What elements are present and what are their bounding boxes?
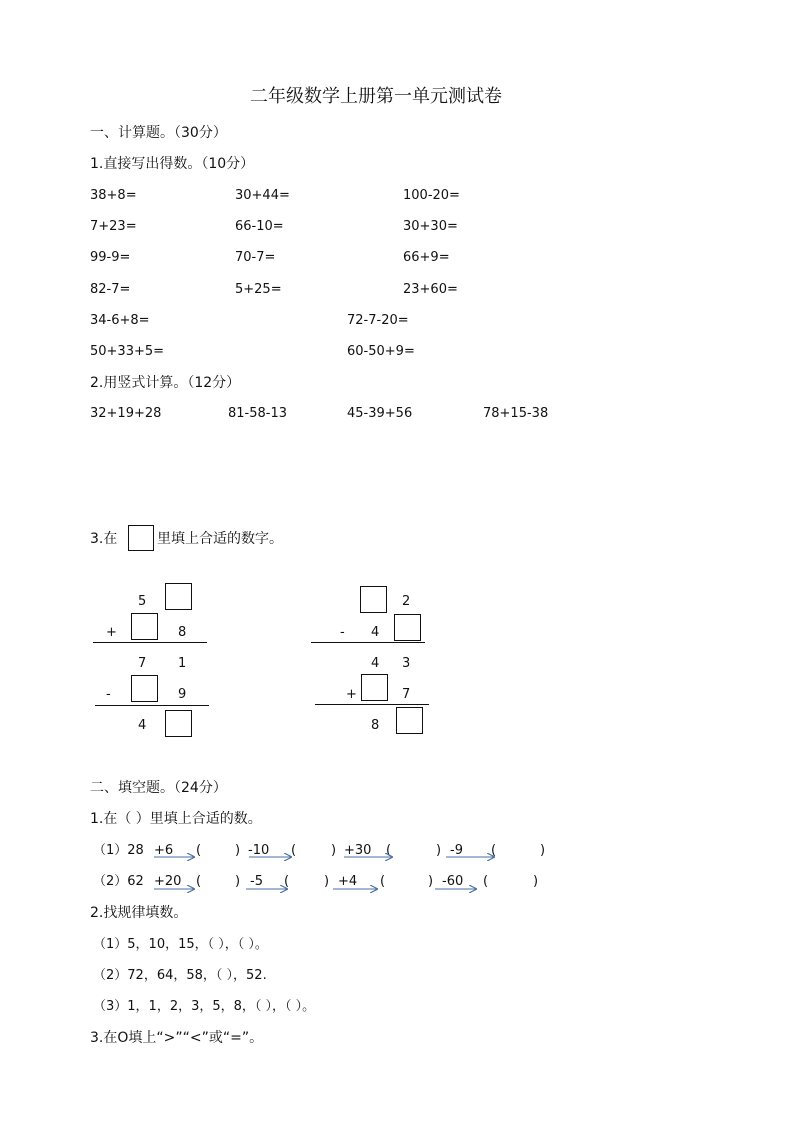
blank-open: ( <box>196 874 202 889</box>
blank-close: ) <box>540 843 546 858</box>
blank-close: ) <box>428 874 434 889</box>
calc-item: 100-20= <box>403 188 460 203</box>
q3-heading-suffix: 里填上合适的数字。 <box>157 531 283 547</box>
blank-close: ) <box>331 843 337 858</box>
blank-open: ( <box>291 843 297 858</box>
q1-heading: 1.直接写出得数。（10分） <box>90 156 255 172</box>
digit: 8 <box>371 718 380 733</box>
calc-item: 38+8= <box>90 188 137 203</box>
calc-item: 66-10= <box>235 219 284 234</box>
minus-sign: - <box>340 625 345 640</box>
chain-op: +20 <box>154 874 182 889</box>
pattern-item: （3）1，1，2，3，5，8，（ ），（ ）。 <box>93 999 316 1014</box>
calc-item: 30+44= <box>235 188 290 203</box>
chain-op: +4 <box>338 874 358 889</box>
digit: 5 <box>138 594 147 609</box>
blank-open: ( <box>491 843 497 858</box>
blank-close: ) <box>533 874 539 889</box>
calc-item: 72-7-20= <box>347 313 409 328</box>
pattern-item: （2）72，64，58，（ ），52. <box>93 968 267 983</box>
chain-op: -5 <box>250 874 263 889</box>
vertical-calc-item: 78+15-38 <box>483 406 549 421</box>
digit: 1 <box>178 656 187 671</box>
digit: 9 <box>178 687 187 702</box>
blank-close: ) <box>436 843 442 858</box>
blank-close: ) <box>324 874 330 889</box>
calc-item: 5+25= <box>235 282 282 297</box>
digit: 4 <box>138 718 147 733</box>
chain-op: +6 <box>154 843 174 858</box>
calc-item: 60-50+9= <box>347 344 415 359</box>
chain-label: （2）62 <box>93 874 144 889</box>
chain-op: -9 <box>450 843 463 858</box>
calc-item: 23+60= <box>403 282 458 297</box>
vertical-calc-item: 45-39+56 <box>347 406 413 421</box>
calc-item: 82-7= <box>90 282 131 297</box>
calc-item: 66+9= <box>403 250 450 265</box>
blank-close: ) <box>235 874 241 889</box>
blank-open: ( <box>386 843 392 858</box>
chain-op: -10 <box>248 843 270 858</box>
section-1-heading: 一、计算题。（30分） <box>90 125 227 141</box>
vertical-calc-item: 81-58-13 <box>228 406 288 421</box>
section-2-heading: 二、填空题。（24分） <box>90 780 227 796</box>
blank-open: ( <box>284 874 290 889</box>
s2-q1-heading: 1.在（ ）里填上合适的数。 <box>90 811 262 827</box>
blank-open: ( <box>380 874 386 889</box>
digit: 8 <box>178 625 187 640</box>
plus-sign: + <box>106 625 117 640</box>
q2-heading: 2.用竖式计算。（12分） <box>90 375 241 391</box>
chain-op: +30 <box>344 843 372 858</box>
blank-open: ( <box>483 874 489 889</box>
page-title: 二年级数学上册第一单元测试卷 <box>250 86 502 107</box>
calc-item: 7+23= <box>90 219 137 234</box>
digit: 3 <box>402 656 411 671</box>
calc-item: 99-9= <box>90 250 131 265</box>
digit: 7 <box>402 687 411 702</box>
pattern-item: （1）5，10，15，（ ），（ ）。 <box>93 937 268 952</box>
plus-sign: + <box>346 687 357 702</box>
vertical-calc-item: 32+19+28 <box>90 406 162 421</box>
calc-item: 34-6+8= <box>90 313 150 328</box>
calc-item: 30+30= <box>403 219 458 234</box>
s2-q3-heading: 3.在O填上“>”“<”或“=”。 <box>90 1030 264 1046</box>
calc-item: 50+33+5= <box>90 344 165 359</box>
s2-q2-heading: 2.找规律填数。 <box>90 905 188 921</box>
digit: 4 <box>371 656 380 671</box>
chain-op: -60 <box>442 874 464 889</box>
q3-heading-prefix: 3.在 <box>90 531 118 547</box>
blank-close: ) <box>235 843 241 858</box>
digit: 7 <box>138 656 147 671</box>
blank-open: ( <box>196 843 202 858</box>
minus-sign: - <box>106 687 111 702</box>
chain-label: （1）28 <box>93 843 144 858</box>
digit: 2 <box>402 594 411 609</box>
digit: 4 <box>371 625 380 640</box>
calc-item: 70-7= <box>235 250 276 265</box>
